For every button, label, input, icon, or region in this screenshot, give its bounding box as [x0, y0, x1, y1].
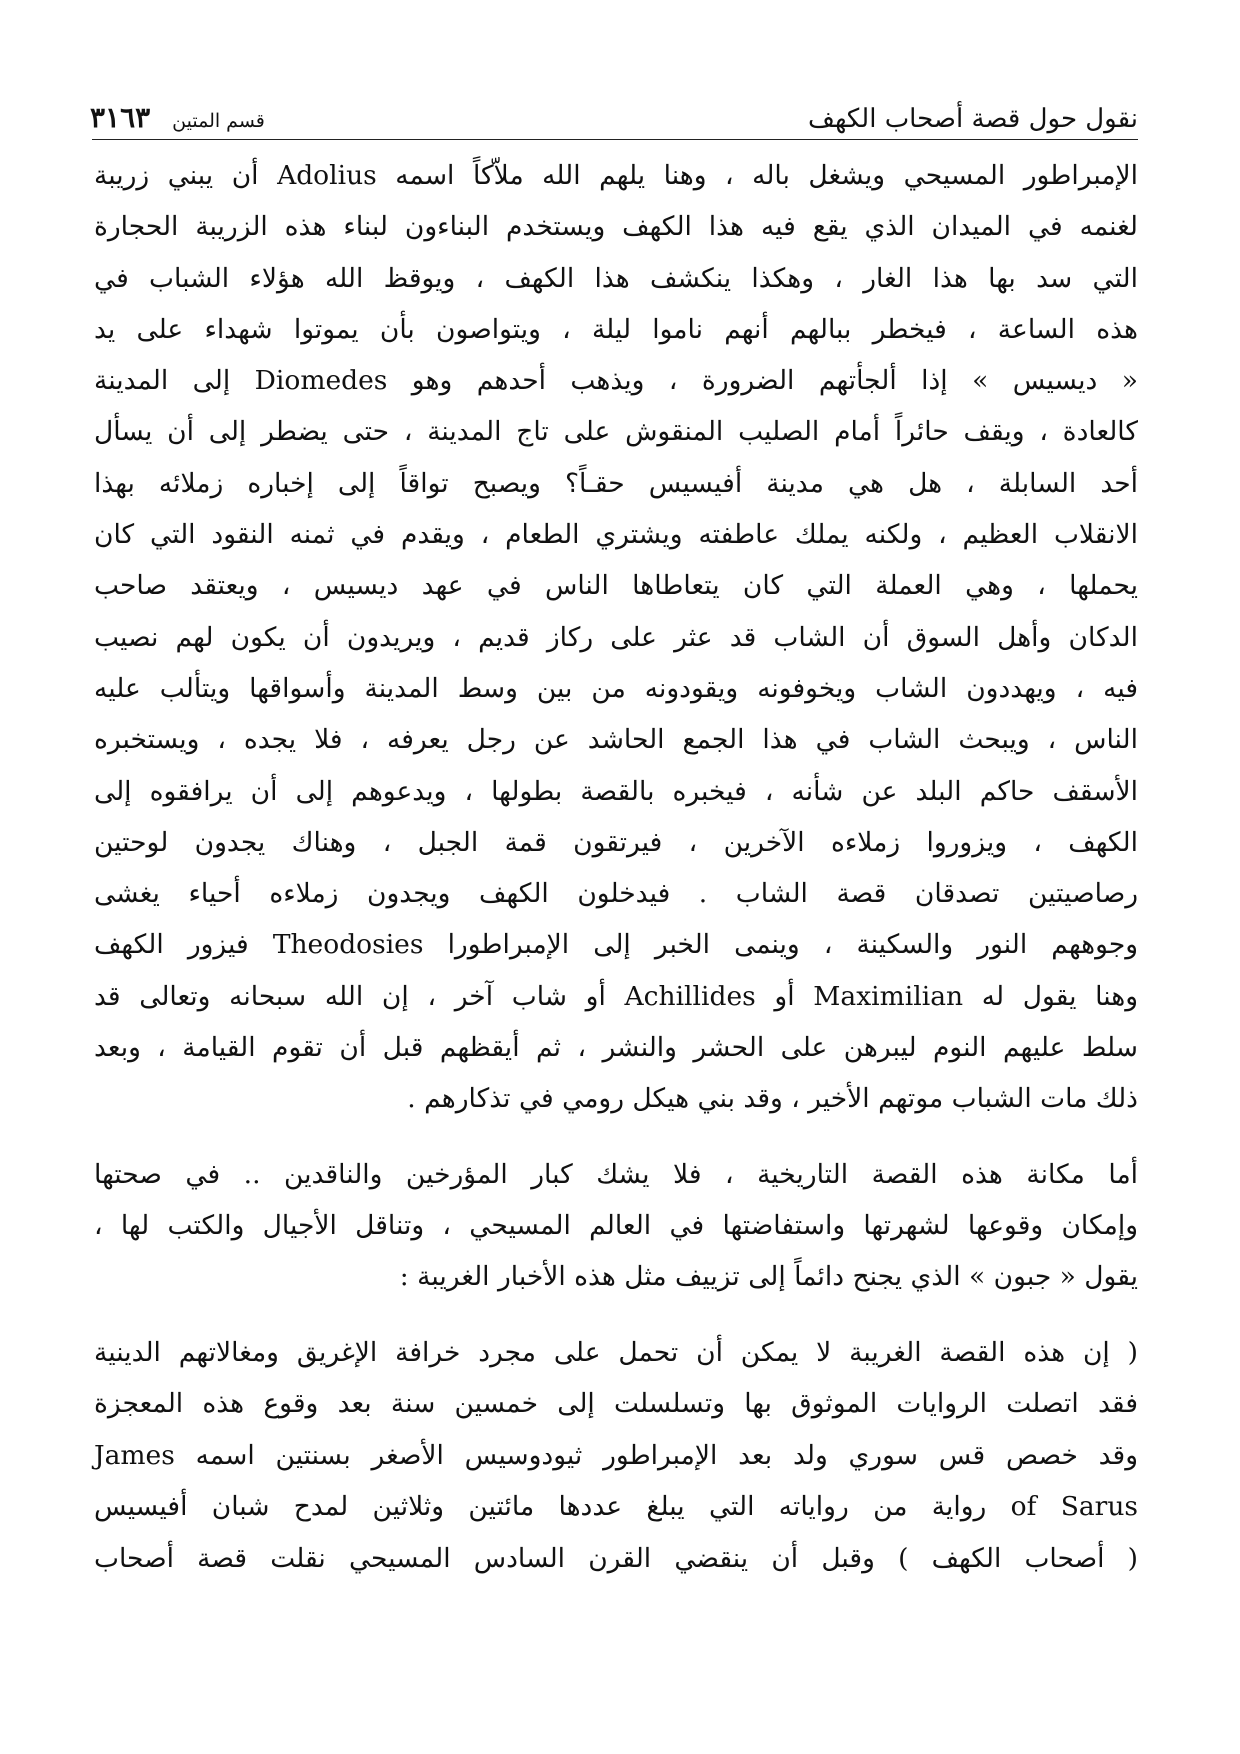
text-line: of Sarus رواية من رواياته التي يبلغ عددها مائتين وثلاثين لمدح شبان أفيسيس — [94, 1491, 1138, 1523]
text-line: يحملها ، وهي العملة التي كان يتعاطاها الناس في عهد ديسيس ، ويعتقد صاحب — [94, 570, 1138, 602]
text-line: سلط عليهم النوم ليبرهن على الحشر والنشر ، ثم أيقظهم قبل أن تقوم القيامة ، وبعد — [94, 1032, 1138, 1064]
text-line: يقول « جبون » الذي يجنح دائماً إلى تزييف مثل هذه الأخبار الغريبة : — [399, 1261, 1138, 1293]
text-line: الأسقف حاكم البلد عن شأنه ، فيخبره بالقصة بطولها ، ويدعوهم إلى أن يرافقوه إلى — [94, 775, 1138, 807]
quotation-paragraph — [94, 1327, 1138, 1585]
section-label: قسم المتين — [172, 110, 265, 132]
paragraph — [94, 150, 1138, 1125]
text-line: ذلك مات الشباب موتهم الأخير ، وقد بني هيكل رومي في تذكارهم . — [407, 1083, 1138, 1115]
text-line: لغنمه في الميدان الذي يقع فيه هذا الكهف ويستخدم البناءون لبناء هذه الزريبة الحجارة — [94, 211, 1138, 243]
text-line: فقد اتصلت الروايات الموثوق بها وتسلسلت إلى خمسين سنة بعد وقوع هذه المعجزة — [94, 1388, 1138, 1420]
text-line: هذه الساعة ، فيخطر ببالهم أنهم ناموا ليلة ، ويتواصون بأن يموتوا شهداء على يد — [94, 313, 1138, 345]
text-line: رصاصيتين تصدقان قصة الشاب . فيدخلون الكهف ويجدون زملاءه أحياء يغشى — [94, 878, 1138, 910]
text-line: الدكان وأهل السوق أن الشاب قد عثر على ركاز قديم ، ويريدون أن يكون لهم نصيب — [94, 621, 1138, 653]
text-line: ( إن هذه القصة الغريبة لا يمكن أن تحمل على مجرد خرافة الإغريق ومغالاتهم الدينية — [94, 1336, 1138, 1368]
text-line: الإمبراطور المسيحي ويشغل باله ، وهنا يلهم الله ملاّكاً اسمه Adolius أن يبني زريبة — [94, 160, 1138, 191]
text-line: ( أصحاب الكهف ) وقبل أن ينقضي القرن السادس المسيحي نقلت قصة أصحاب — [94, 1542, 1138, 1574]
body-text — [94, 150, 1138, 1584]
text-line: أما مكانة هذه القصة التاريخية ، فلا يشك كبار المؤرخين والناقدين .. في صحتها — [94, 1158, 1138, 1190]
page-number: ٣١٦٣ — [90, 101, 151, 134]
text-line: وقد خصص قس سوري ولد بعد الإمبراطور ثيودوسيس الأصغر بسنتين اسمه James — [94, 1439, 1138, 1471]
text-line: كالعادة ، ويقف حائراً أمام الصليب المنقوش على تاج المدينة ، حتى يضطر إلى أن يسأل — [94, 416, 1138, 448]
text-line: التي سد بها هذا الغار ، وهكذا ينكشف هذا الكهف ، ويوقظ الله هؤلاء الشباب في — [94, 262, 1138, 294]
paragraph — [94, 1149, 1138, 1303]
text-line: وإمكان وقوعها لشهرتها واستفاضتها في العالم المسيحي ، وتناقل الأجيال والكتب لها ، — [94, 1209, 1138, 1241]
page-header — [90, 84, 1138, 134]
page-folio — [90, 101, 265, 134]
text-line: وجوههم النور والسكينة ، وينمى الخبر إلى الإمبراطورا Theodosies فيزور الكهف — [94, 929, 1139, 961]
text-line: الانقلاب العظيم ، ولكنه يملك عاطفته ويشتري الطعام ، ويقدم في ثمنه النقود التي كان — [94, 519, 1138, 551]
text-line: الناس ، ويبحث الشاب في هذا الجمع الحاشد عن رجل يعرفه ، فلا يجده ، ويستخبره — [94, 724, 1138, 756]
text-line: « ديسيس » إذا ألجأتهم الضرورة ، ويذهب أحدهم وهو Diomedes إلى المدينة — [94, 365, 1138, 397]
text-line: الكهف ، ويزوروا زملاءه الآخرين ، فيرتقون قمة الجبل ، وهناك يجدون لوحتين — [94, 826, 1138, 858]
running-title: نقول حول قصة أصحاب الكهف — [808, 104, 1138, 134]
text-line: فيه ، ويهددون الشاب ويخوفونه ويقودونه من بين وسط المدينة وأسواقها ويتألب عليه — [94, 672, 1138, 704]
header-rule — [92, 139, 1138, 140]
text-line: أحد السابلة ، هل هي مدينة أفيسيس حقـاً؟ ويصبح تواقاً إلى إخباره زملائه بهذا — [94, 467, 1138, 499]
text-line: وهنا يقول له Maximilian أو Achillides أو شاب آخر ، إن الله سبحانه وتعالى قد — [94, 980, 1139, 1012]
